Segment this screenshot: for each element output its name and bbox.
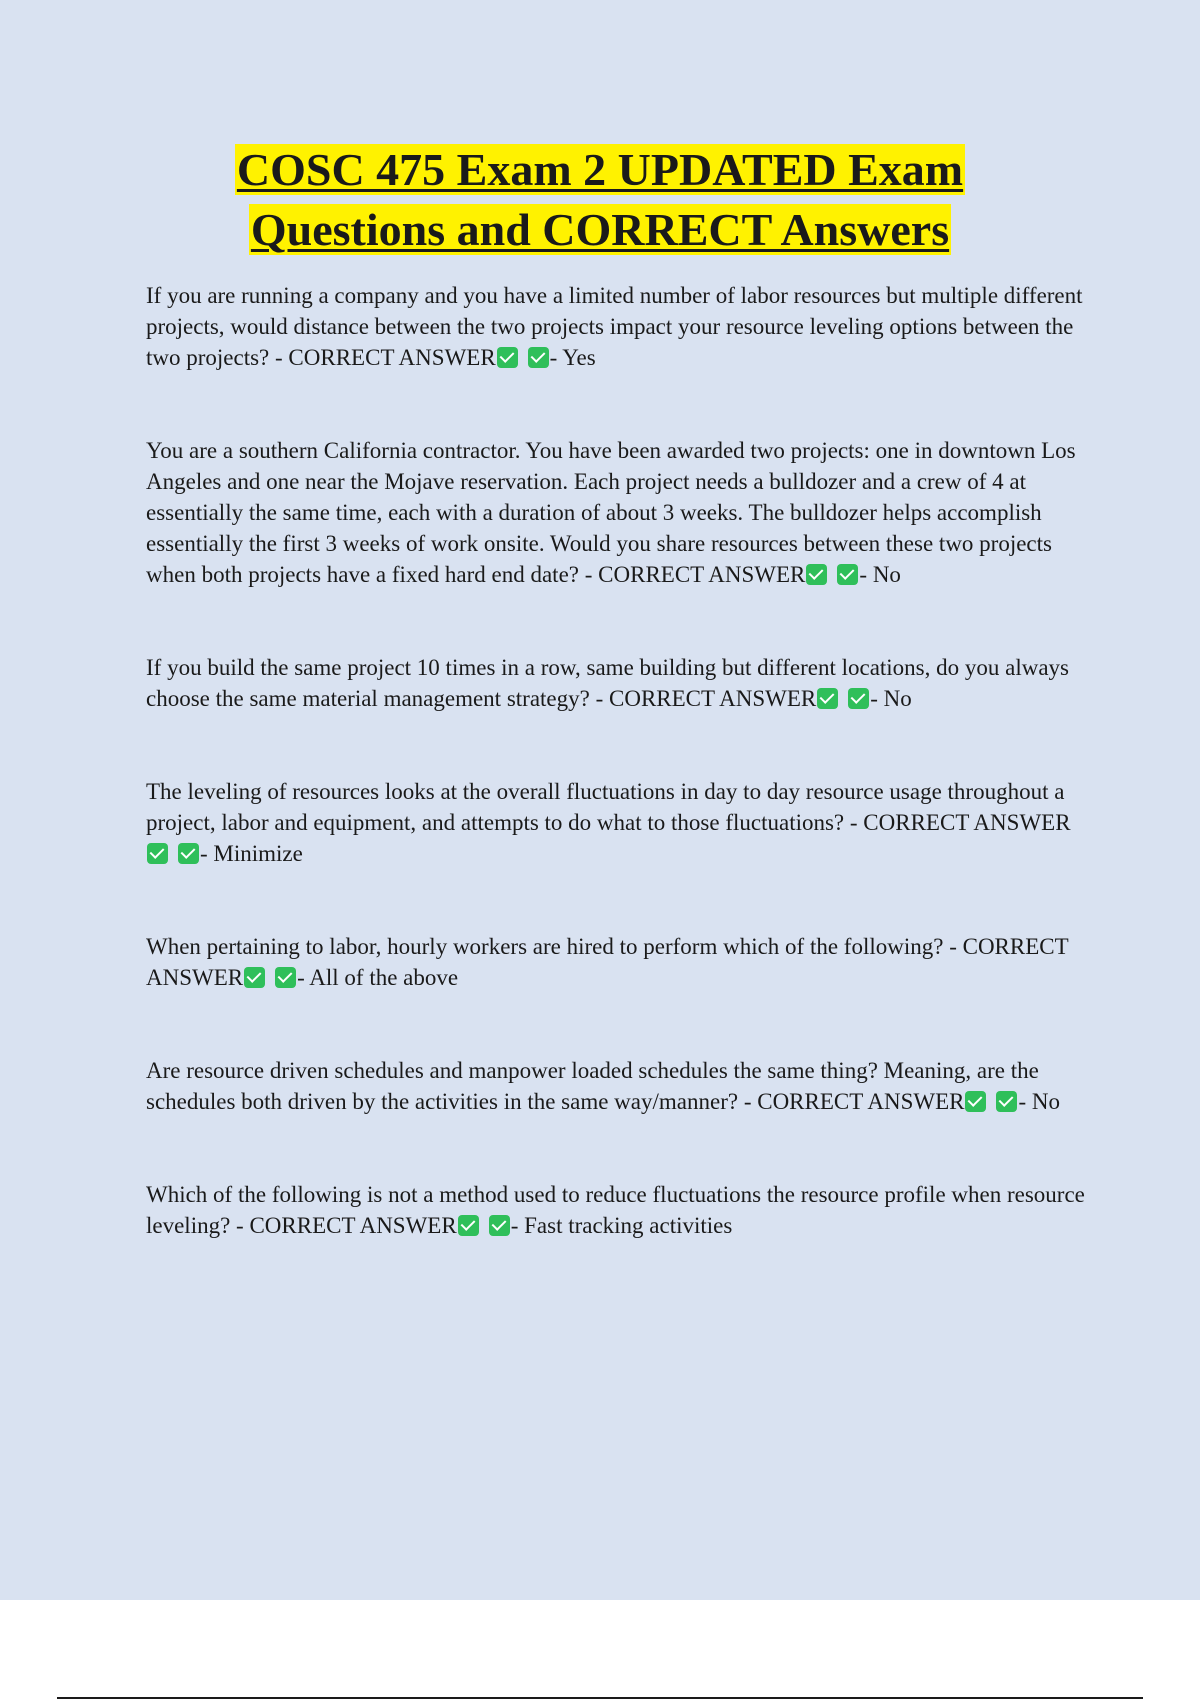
question-text: If you build the same project 10 times in a row, same building but different locations, do you always choose the same material management strategy? - CORRECT ANSWER bbox=[146, 655, 1069, 711]
qa-item bbox=[146, 435, 1091, 590]
qa-list bbox=[146, 280, 1091, 1241]
check-icon bbox=[528, 347, 549, 368]
check-icon bbox=[848, 688, 869, 709]
check-icon bbox=[996, 1091, 1017, 1112]
title-line-1: COSC 475 Exam 2 UPDATED Exam bbox=[236, 144, 964, 195]
check-icon bbox=[489, 1215, 510, 1236]
qa-item bbox=[146, 1055, 1091, 1117]
question-text: Which of the following is not a method used to reduce fluctuations the resource profile when resource leveling? - CORRECT ANSWER bbox=[146, 1182, 1085, 1238]
answer-text: - Fast tracking activities bbox=[510, 1213, 733, 1238]
check-icon bbox=[806, 564, 827, 585]
check-icon bbox=[178, 843, 199, 864]
check-icon bbox=[837, 564, 858, 585]
question-text: Are resource driven schedules and manpower loaded schedules the same thing? Meaning, are the schedules both driven by the activities in the same way/manner? - CORRECT ANSWER bbox=[146, 1058, 1039, 1114]
check-icon bbox=[244, 967, 265, 988]
qa-item bbox=[146, 280, 1091, 373]
qa-item bbox=[146, 776, 1091, 869]
question-text: You are a southern California contractor. You have been awarded two projects: one in downtown Los Angeles and one near the Mojave reservation. Each project needs a bulldozer and a crew of 4 at essentially the same time, each with a duration of about 3 weeks. The bulldozer helps accomplish essentially the first 3 weeks of work onsite. Would you share resources between these two projects when both projects have a fixed hard end date? - CORRECT ANSWER bbox=[146, 438, 1076, 587]
qa-item bbox=[146, 1179, 1091, 1241]
check-icon bbox=[458, 1215, 479, 1236]
check-icon bbox=[497, 347, 518, 368]
check-icon bbox=[965, 1091, 986, 1112]
question-text: When pertaining to labor, hourly workers are hired to perform which of the following? - CORRECT ANSWER bbox=[146, 934, 1069, 990]
qa-item bbox=[146, 931, 1091, 993]
document-title bbox=[0, 140, 1200, 260]
answer-text: - Yes bbox=[549, 345, 596, 370]
title-line-2: Questions and CORRECT Answers bbox=[250, 204, 950, 255]
answer-text: - No bbox=[870, 686, 912, 711]
answer-text: - Minimize bbox=[200, 841, 303, 866]
question-text: If you are running a company and you have a limited number of labor resources but multiple different projects, would distance between the two projects impact your resource leveling options between the two projects? - CORRECT ANSWER bbox=[146, 283, 1083, 370]
check-icon bbox=[147, 843, 168, 864]
answer-text: - No bbox=[859, 562, 901, 587]
check-icon bbox=[817, 688, 838, 709]
answer-text: - No bbox=[1018, 1089, 1061, 1114]
qa-item bbox=[146, 652, 1091, 714]
page-divider bbox=[57, 1697, 1143, 1699]
question-text: The leveling of resources looks at the overall fluctuations in day to day resource usage throughout a project, labor and equipment, and attempts to do what to those fluctuations? - CORRECT ANSWER bbox=[146, 779, 1071, 835]
check-icon bbox=[275, 967, 296, 988]
answer-text: - All of the above bbox=[297, 965, 459, 990]
